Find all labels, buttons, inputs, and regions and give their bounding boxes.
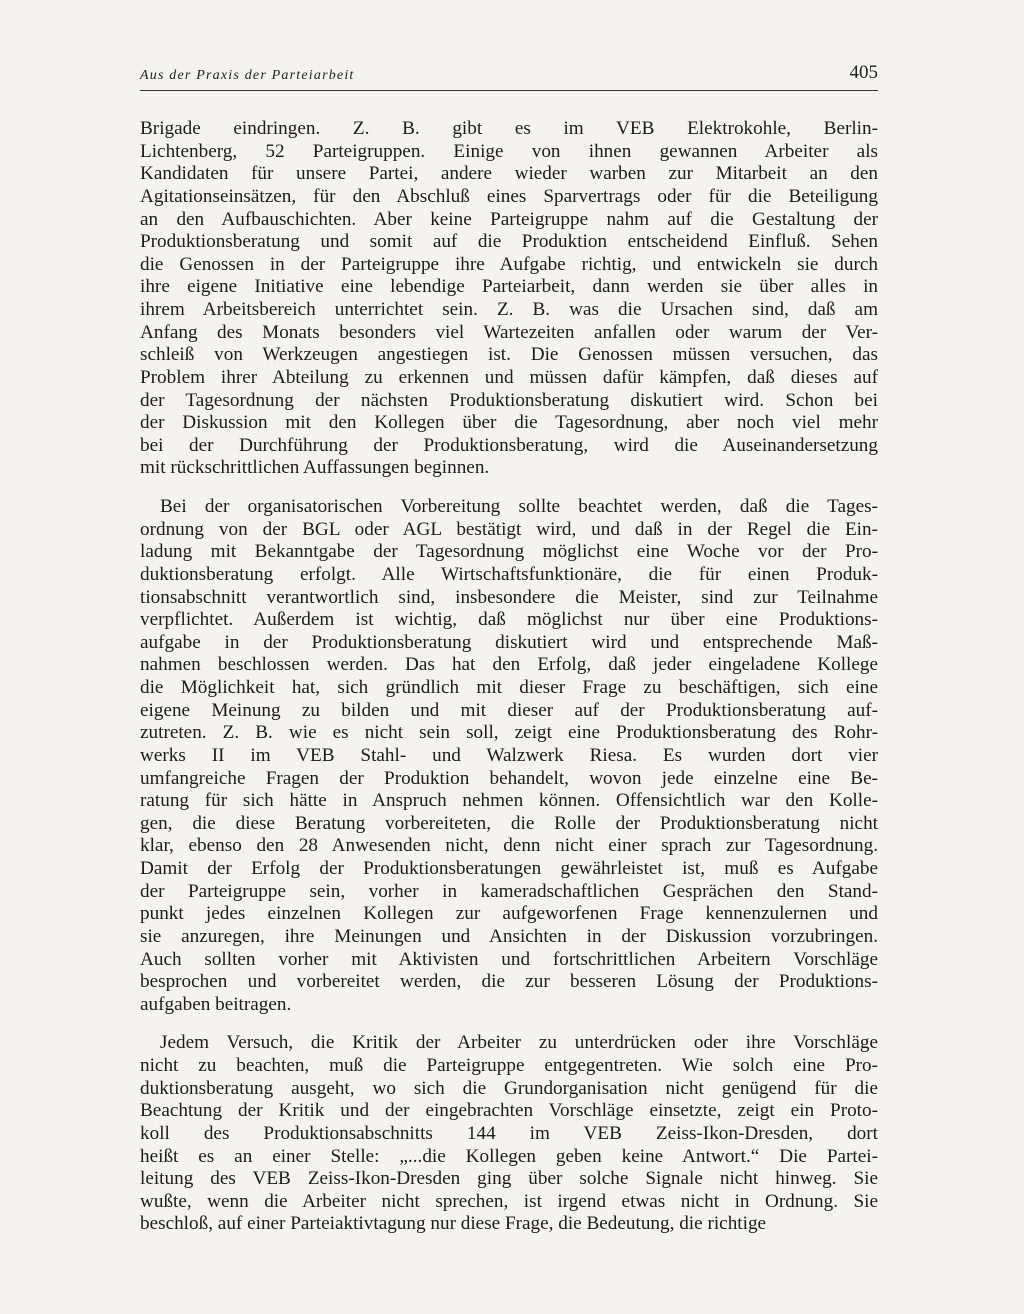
text-line: duktionsberatung erfolgt. Alle Wirtschaftsfunktionäre, die für einen Produk- bbox=[140, 563, 878, 585]
text-line: bei der Durchführung der Produktionsberatung, wird die Auseinandersetzung bbox=[140, 434, 878, 456]
text-line: Damit der Erfolg der Produktionsberatungen gewährleistet ist, muß es Aufgabe bbox=[140, 858, 878, 879]
text-line: Produktionsberatung und somit auf die Produktion entscheidend Einfluß. Sehen bbox=[140, 231, 878, 253]
text-line: nicht zu beachten, muß die Parteigruppe entgegentreten. Wie solch eine Pro- bbox=[140, 1055, 878, 1076]
text-line: Brigade eindringen. Z. B. gibt es im VEB Elektrokohle, Berlin- bbox=[140, 118, 878, 139]
text-line: die Genossen in der Parteigruppe ihre Aufgabe richtig, und entwickeln sie durch bbox=[140, 253, 878, 275]
text-line: ladung mit Bekanntgabe der Tagesordnung möglichst eine Woche vor der Pro- bbox=[140, 541, 878, 563]
text-line: der Tagesordnung der nächsten Produktionsberatung diskutiert wird. Schon bei bbox=[140, 389, 878, 411]
text-line: ordnung von der BGL oder AGL bestätigt wird, und daß in der Regel die Ein- bbox=[140, 518, 878, 540]
text-line: Bei der organisatorischen Vorbereitung sollte beachtet werden, daß die Tages- bbox=[160, 496, 878, 517]
paragraph-1 bbox=[140, 118, 878, 480]
text-line: punkt jedes einzelnen Kollegen zur aufgeworfenen Frage kennenzulernen und bbox=[140, 903, 878, 925]
running-title: Aus der Praxis der Parteiarbeit bbox=[140, 68, 355, 83]
text-line: nahmen beschlossen werden. Das hat den Erfolg, daß jeder eingeladene Kollege bbox=[140, 654, 878, 676]
text-line: tionsabschnitt verantwortlich sind, insbesondere die Meister, sind zur Teilnahme bbox=[140, 586, 878, 608]
paragraph-3 bbox=[140, 1032, 878, 1236]
text-line: wußte, wenn die Arbeiter nicht sprechen, ist irgend etwas nicht in Ordnung. Sie bbox=[140, 1190, 878, 1212]
text-line: an den Aufbauschichten. Aber keine Parteigruppe nahm auf die Gestaltung der bbox=[140, 208, 878, 230]
text-line: mit rückschrittlichen Auffassungen beginnen. bbox=[140, 457, 490, 479]
text-line: klar, ebenso den 28 Anwesenden nicht, denn nicht einer sprach zur Tagesordnung. bbox=[140, 835, 878, 857]
text-line: werks II im VEB Stahl- und Walzwerk Riesa. Es wurden dort vier bbox=[140, 744, 878, 766]
text-line: der Diskussion mit den Kollegen über die Tagesordnung, aber noch viel mehr bbox=[140, 412, 878, 434]
text-line: Jedem Versuch, die Kritik der Arbeiter zu unterdrücken oder ihre Vorschläge bbox=[160, 1032, 878, 1054]
text-line: der Parteigruppe sein, vorher in kameradschaftlichen Gesprächen den Stand- bbox=[140, 880, 878, 902]
text-line: Problem ihrer Abteilung zu erkennen und müssen dafür kämpfen, daß dieses auf bbox=[140, 366, 878, 388]
text-line: Anfang des Monats besonders viel Wartezeiten anfallen oder warum der Ver- bbox=[140, 321, 878, 343]
text-line: eigene Meinung zu bilden und mit dieser auf der Produktionsberatung auf- bbox=[140, 699, 878, 721]
text-line: Auch sollten vorher mit Aktivisten und fortschrittlichen Arbeitern Vorschläge bbox=[140, 948, 878, 970]
paragraph-2 bbox=[140, 496, 878, 1016]
text-line: Beachtung der Kritik und der eingebrachten Vorschläge einsetzte, zeigt ein Proto- bbox=[140, 1100, 878, 1122]
text-line: gen, die diese Beratung vorbereiteten, die Rolle der Produktionsberatung nicht bbox=[140, 812, 878, 834]
text-line: aufgabe in der Produktionsberatung diskutiert wird und entsprechende Maß- bbox=[140, 631, 878, 653]
paragraph-gap bbox=[140, 480, 878, 496]
text-line: zutreten. Z. B. wie es nicht sein soll, zeigt eine Produktionsberatung des Rohr- bbox=[140, 722, 878, 744]
text-line: besprochen und vorbereitet werden, die zur besseren Lösung der Produktions- bbox=[140, 971, 878, 993]
text-line: umfangreiche Fragen der Produktion behandelt, wovon jede einzelne eine Be- bbox=[140, 767, 878, 789]
text-line: ihre eigene Initiative eine lebendige Parteiarbeit, dann werden sie über alles in bbox=[140, 276, 878, 298]
header-rule bbox=[140, 90, 878, 91]
body-text bbox=[140, 118, 878, 1236]
page-header bbox=[140, 62, 878, 90]
text-line: Lichtenberg, 52 Parteigruppen. Einige von ihnen gewannen Arbeiter als bbox=[140, 140, 878, 162]
page-number: 405 bbox=[849, 62, 878, 83]
text-line: verpflichtet. Außerdem ist wichtig, daß möglichst nur über eine Produktions- bbox=[140, 609, 878, 631]
text-line: ihrem Arbeitsbereich unterrichtet sein. Z. B. was die Ursachen sind, daß am bbox=[140, 299, 878, 320]
text-line: sie anzuregen, ihre Meinungen und Ansichten in der Diskussion vorzubringen. bbox=[140, 925, 878, 947]
text-line: koll des Produktionsabschnitts 144 im VEB Zeiss-Ikon-Dresden, dort bbox=[140, 1122, 878, 1144]
text-line: Agitationseinsätzen, für den Abschluß eines Sparvertrags oder für die Beteiligung bbox=[140, 185, 878, 207]
text-line: leitung des VEB Zeiss-Ikon-Dresden ging über solche Signale nicht hinweg. Sie bbox=[140, 1168, 878, 1190]
text-line: beschloß, auf einer Parteiaktivtagung nur diese Frage, die Bedeutung, die richtige bbox=[140, 1213, 767, 1235]
text-line: ratung für sich hätte in Anspruch nehmen können. Offensichtlich war den Kolle- bbox=[140, 790, 878, 812]
text-line: aufgaben beitragen. bbox=[140, 993, 292, 1015]
text-line: schleiß von Werkzeugen angestiegen ist. Die Genossen müssen versuchen, das bbox=[140, 344, 878, 366]
text-line: die Möglichkeit hat, sich gründlich mit dieser Frage zu beschäftigen, sich eine bbox=[140, 677, 878, 698]
paragraph-gap bbox=[140, 1016, 878, 1032]
text-line: Kandidaten für unsere Partei, andere wieder warben zur Mitarbeit an den bbox=[140, 163, 878, 185]
text-line: duktionsberatung ausgeht, wo sich die Grundorganisation nicht genügend für die bbox=[140, 1077, 878, 1099]
text-line: heißt es an einer Stelle: „...die Kollegen geben keine Antwort.“ Die Partei- bbox=[140, 1145, 878, 1167]
